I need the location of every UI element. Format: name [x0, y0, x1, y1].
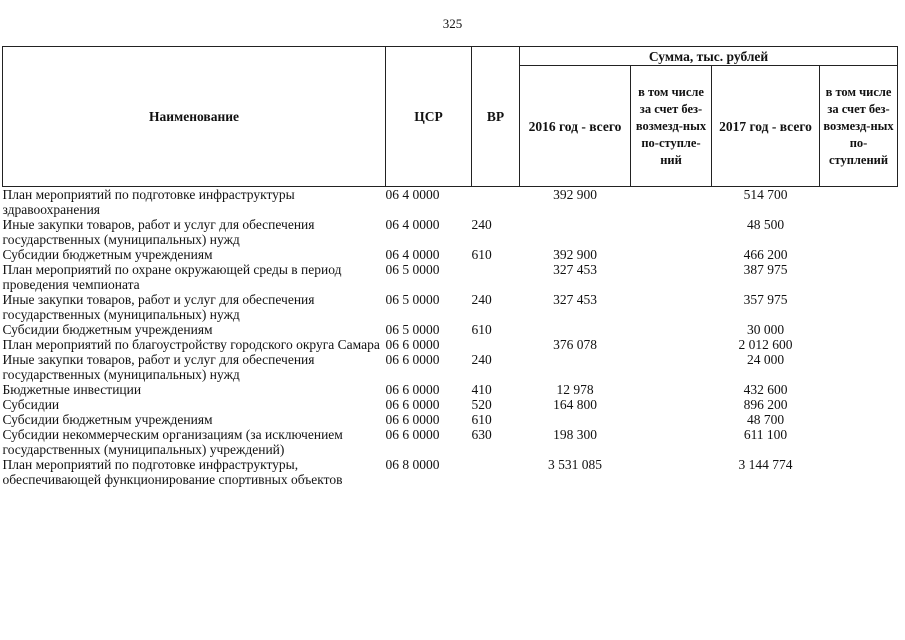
cell-name: Бюджетные инвестиции: [2, 382, 142, 397]
cell-2017-total: 48 500: [746, 217, 785, 232]
table-row: [3, 322, 898, 337]
cell-csr: 06 6 0000: [385, 412, 440, 427]
cell-2017-total: 24 000: [746, 352, 785, 367]
cell-2017-gratuitous: [820, 217, 898, 247]
cell-2016-total: [520, 217, 631, 247]
cell-csr: 06 6 0000: [385, 352, 440, 367]
cell-2016-gratuitous: [631, 352, 712, 382]
table-row: [3, 382, 898, 397]
cell-2017-total: 432 600: [743, 382, 788, 397]
cell-2017-gratuitous: [820, 247, 898, 262]
cell-2016-total: 376 078: [553, 337, 597, 352]
header-sum-group: Сумма, тыс. рублей: [520, 47, 898, 66]
cell-2016-total: 164 800: [553, 397, 597, 412]
cell-2016-gratuitous: [631, 262, 712, 292]
cell-2017-gratuitous: [820, 427, 898, 457]
cell-2017-total: 611 100: [743, 427, 788, 442]
cell-2016-total: 327 453: [553, 262, 597, 277]
cell-name: Субсидии бюджетным учреждениям: [2, 322, 213, 337]
header-2017-gratuitous: в том числе за счет без-возмезд-ных по-ступлений: [820, 66, 898, 187]
cell-csr: 06 6 0000: [385, 337, 440, 352]
cell-name: План мероприятий по подготовке инфраструктуры, обеспечивающей функционирование спортивных объектов: [2, 457, 343, 487]
cell-2016-total: 12 978: [556, 382, 594, 397]
cell-vr: [472, 337, 520, 352]
cell-csr: 06 5 0000: [385, 292, 440, 307]
cell-2016-gratuitous: [631, 397, 712, 412]
cell-vr: 630: [471, 427, 492, 442]
cell-csr: 06 8 0000: [385, 457, 440, 472]
cell-2016-total: 198 300: [553, 427, 597, 442]
cell-name: Субсидии бюджетным учреждениям: [2, 247, 213, 262]
cell-2017-total: 387 975: [743, 262, 788, 277]
cell-2017-total: 2 012 600: [738, 337, 793, 352]
table-row: [3, 427, 898, 457]
cell-2016-gratuitous: [631, 322, 712, 337]
cell-vr: 410: [471, 382, 492, 397]
cell-2017-gratuitous: [820, 322, 898, 337]
cell-vr: [472, 457, 520, 487]
cell-csr: 06 5 0000: [385, 262, 440, 277]
table-row: [3, 457, 898, 487]
cell-2017-total: 48 700: [746, 412, 785, 427]
header-name: Наименование: [3, 47, 386, 187]
cell-2017-gratuitous: [820, 337, 898, 352]
header-2016-gratuitous: в том числе за счет без-возмезд-ных по-ступле-ний: [631, 66, 712, 187]
cell-vr: 520: [471, 397, 492, 412]
cell-csr: 06 4 0000: [385, 187, 440, 202]
cell-2016-total: 3 531 085: [548, 457, 602, 472]
table-row: [3, 412, 898, 427]
cell-csr: 06 6 0000: [385, 427, 440, 442]
cell-2017-total: 896 200: [743, 397, 788, 412]
cell-2017-gratuitous: [820, 382, 898, 397]
cell-2017-gratuitous: [820, 352, 898, 382]
cell-csr: 06 6 0000: [385, 382, 440, 397]
cell-name: Субсидии: [2, 397, 60, 412]
cell-vr: 610: [471, 322, 492, 337]
table-body: [3, 187, 898, 488]
cell-name: Иные закупки товаров, работ и услуг для обеспечения государственных (муниципальных) нужд: [2, 292, 315, 322]
header-2016-total: 2016 год - всего: [520, 66, 631, 187]
cell-2017-total: 357 975: [743, 292, 788, 307]
cell-name: Иные закупки товаров, работ и услуг для обеспечения государственных (муниципальных) нужд: [2, 217, 315, 247]
table-row: [3, 337, 898, 352]
table-row: [3, 352, 898, 382]
cell-2017-total: 514 700: [743, 187, 788, 202]
cell-2017-gratuitous: [820, 412, 898, 427]
cell-2016-gratuitous: [631, 292, 712, 322]
cell-csr: 06 4 0000: [385, 247, 440, 262]
cell-2016-total: [520, 352, 631, 382]
budget-table: [2, 46, 898, 487]
cell-vr: 610: [471, 247, 492, 262]
table-row: [3, 187, 898, 218]
table-row: [3, 217, 898, 247]
cell-csr: 06 6 0000: [385, 397, 440, 412]
header-csr: ЦСР: [386, 47, 472, 187]
cell-name: Субсидии бюджетным учреждениям: [2, 412, 213, 427]
cell-vr: 240: [471, 352, 492, 367]
page-number: 325: [442, 16, 463, 31]
table-row: [3, 292, 898, 322]
cell-2017-total: 466 200: [743, 247, 788, 262]
cell-csr: 06 5 0000: [385, 322, 440, 337]
cell-vr: 240: [471, 217, 492, 232]
header-vr: ВР: [472, 47, 520, 187]
cell-2016-total: [520, 322, 631, 337]
cell-2016-gratuitous: [631, 337, 712, 352]
cell-vr: [472, 262, 520, 292]
cell-vr: [472, 187, 520, 218]
cell-2017-total: 30 000: [746, 322, 785, 337]
cell-2017-gratuitous: [820, 262, 898, 292]
cell-2016-total: [520, 412, 631, 427]
cell-2017-gratuitous: [820, 397, 898, 412]
table-row: [3, 262, 898, 292]
cell-2016-gratuitous: [631, 457, 712, 487]
cell-2016-total: 327 453: [553, 292, 597, 307]
cell-2016-gratuitous: [631, 187, 712, 218]
cell-2016-gratuitous: [631, 247, 712, 262]
cell-vr: 240: [471, 292, 492, 307]
cell-name: Субсидии некоммерческим организациям (за исключением государственных (муниципальных) учреждений): [2, 427, 343, 457]
cell-name: План мероприятий по благоустройству городского округа Самара: [2, 337, 380, 352]
cell-2016-gratuitous: [631, 412, 712, 427]
cell-2016-total: 392 900: [553, 187, 597, 202]
cell-2017-gratuitous: [820, 457, 898, 487]
cell-2016-gratuitous: [631, 217, 712, 247]
cell-name: План мероприятий по подготовке инфраструктуры здравоохранения: [2, 187, 295, 217]
cell-csr: 06 4 0000: [385, 217, 440, 232]
header-2017-total: 2017 год - всего: [712, 66, 820, 187]
table-header: [3, 47, 898, 187]
table-row: [3, 247, 898, 262]
cell-name: План мероприятий по охране окружающей среды в период проведения чемпионата: [2, 262, 342, 292]
cell-2017-gratuitous: [820, 292, 898, 322]
cell-vr: 610: [471, 412, 492, 427]
table-row: [3, 397, 898, 412]
cell-name: Иные закупки товаров, работ и услуг для обеспечения государственных (муниципальных) нужд: [2, 352, 315, 382]
cell-2017-total: 3 144 774: [738, 457, 793, 472]
cell-2016-total: 392 900: [553, 247, 597, 262]
cell-2017-gratuitous: [820, 187, 898, 218]
cell-2016-gratuitous: [631, 382, 712, 397]
cell-2016-gratuitous: [631, 427, 712, 457]
